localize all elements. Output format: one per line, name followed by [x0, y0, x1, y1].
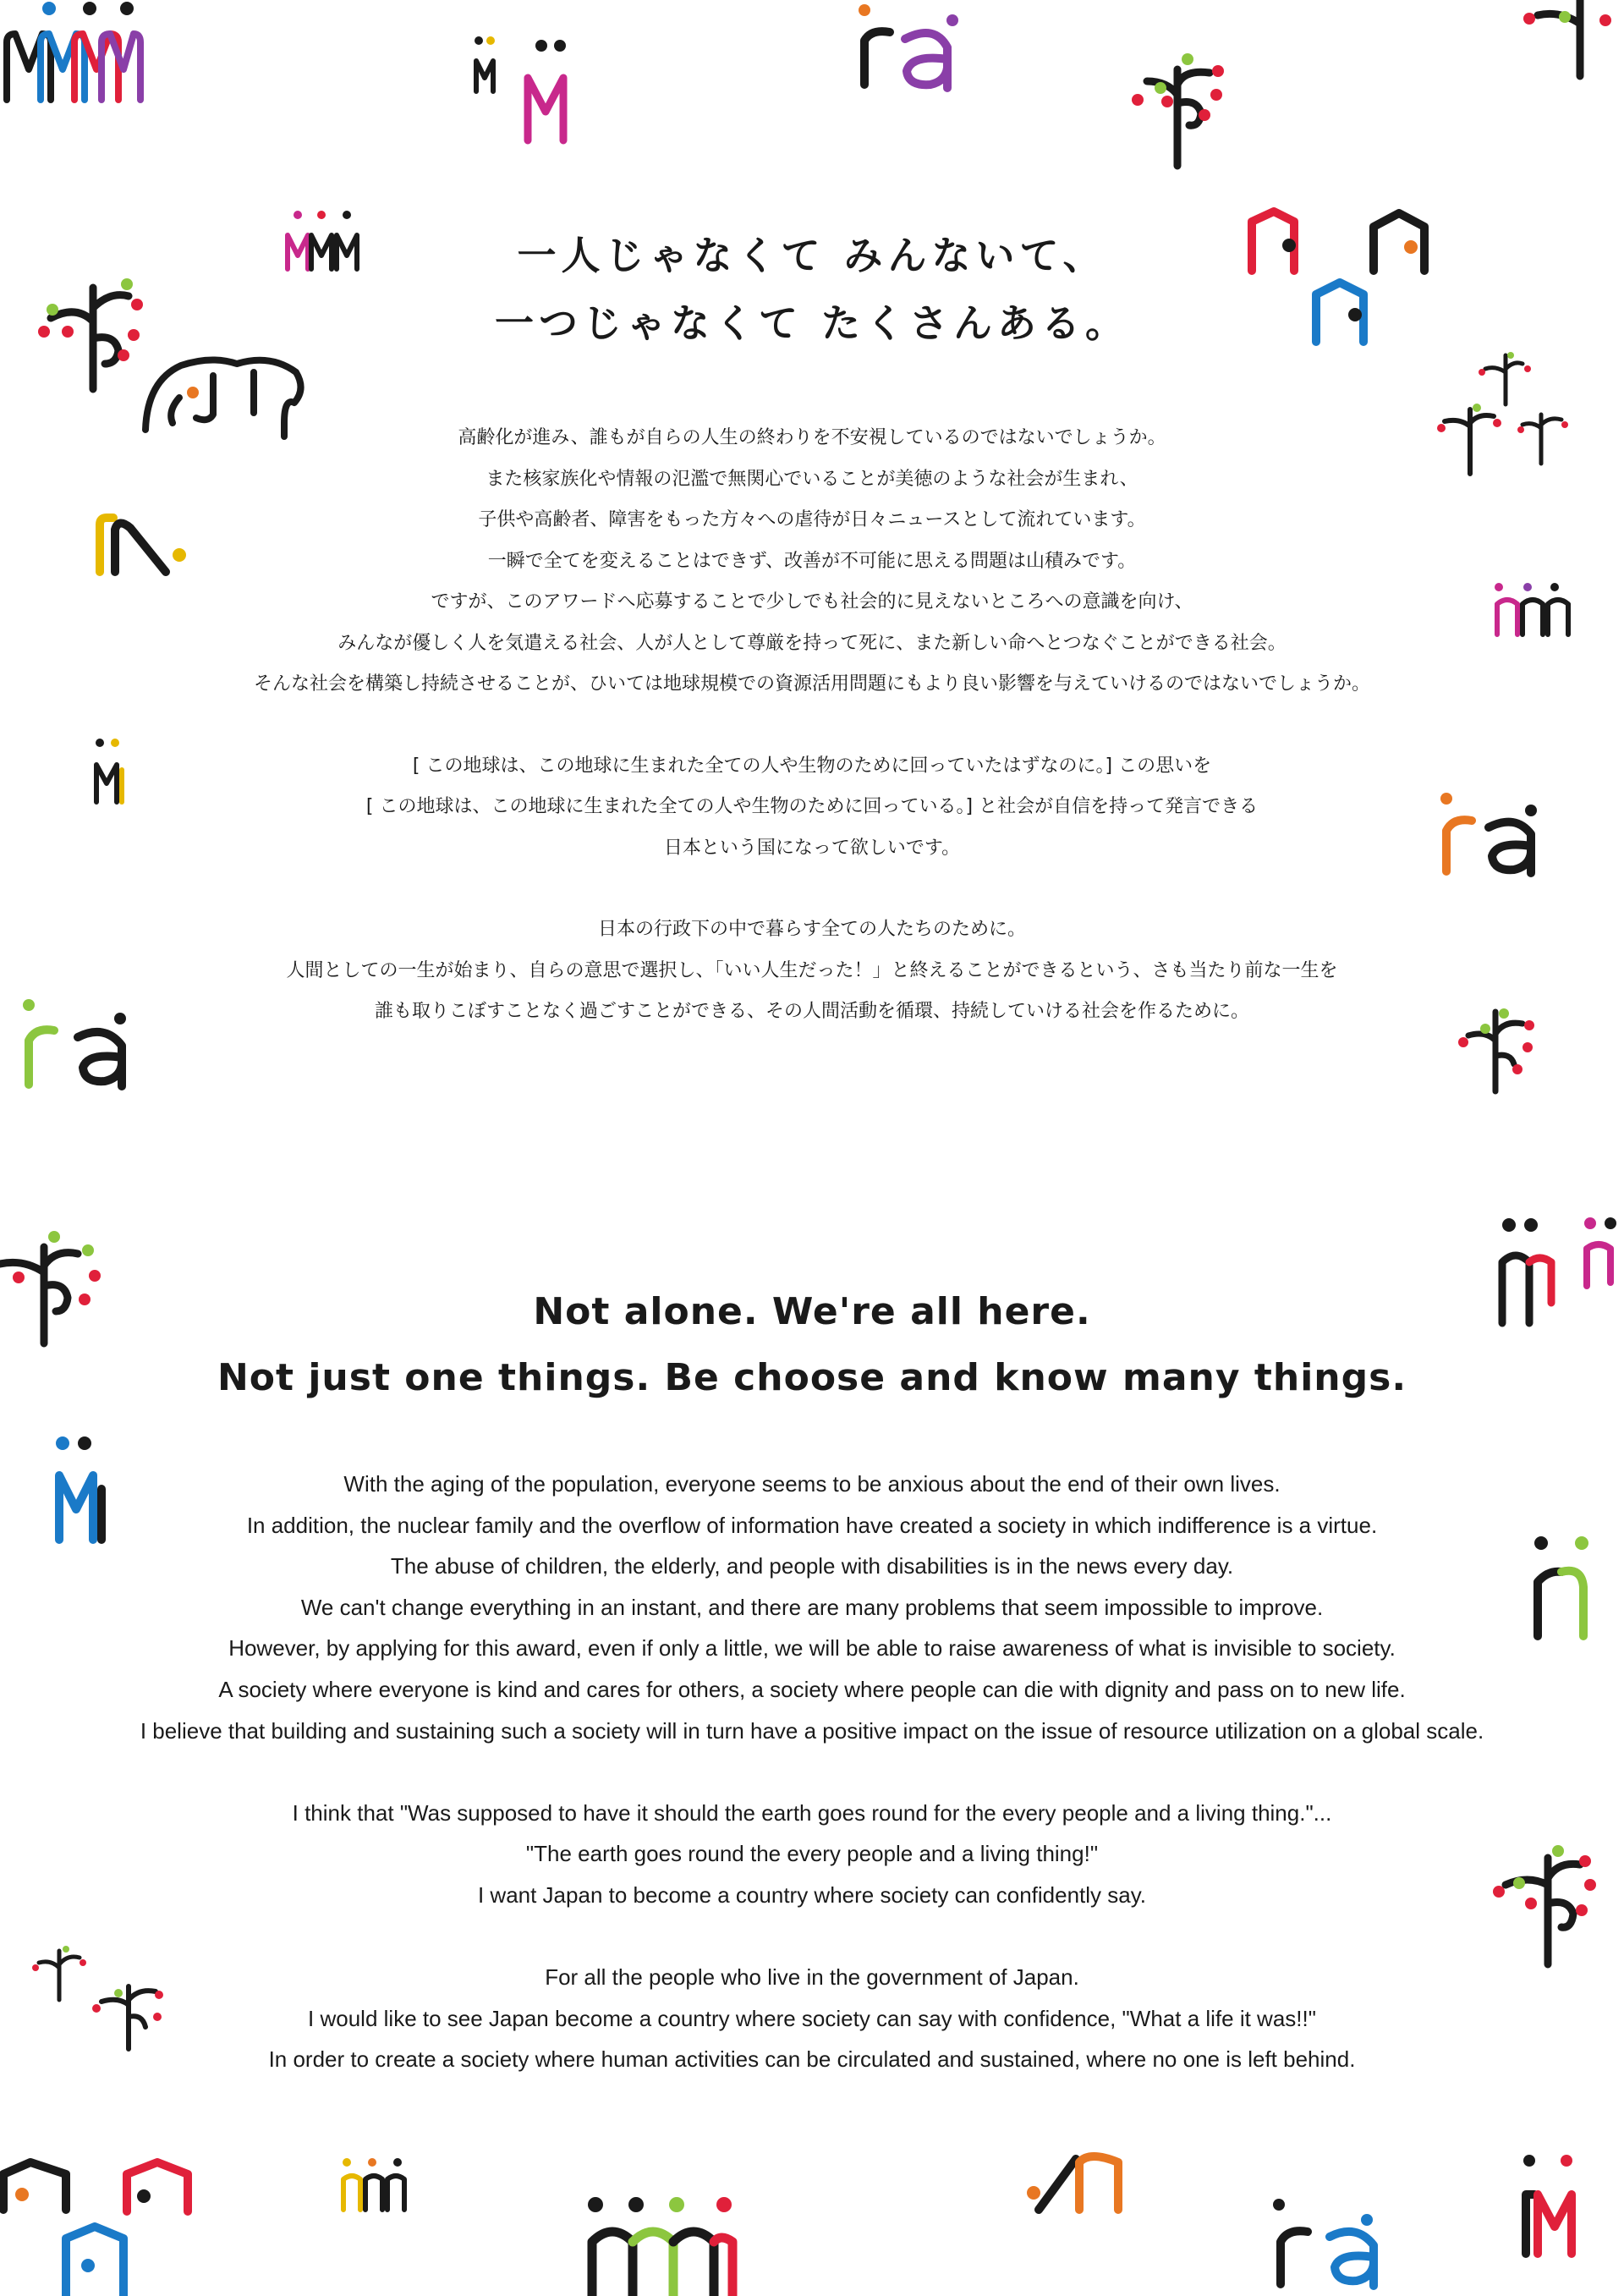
ra-logo-icon — [1273, 2199, 1374, 2286]
english-text-line: I want Japan to become a country where society can confidently say. — [477, 1881, 1147, 1908]
japanese-text-line: 人間としての一生が始まり、自らの意思で選択し、「いい人生だった！」と終えることができるという、さも当たり前な一生を — [286, 959, 1338, 981]
people-mark-icon — [475, 36, 566, 140]
english-text-line: In addition, the nuclear family and the overflow of information have created a society in which indifference is a virtue. — [246, 1512, 1378, 1538]
english-text-line: We can't change everything in an instant, and there are many problems that seem impossible to improve. — [300, 1594, 1324, 1620]
people-mark-icon — [1523, 2155, 1572, 2254]
japanese-title — [0, 222, 1624, 357]
japanese-text-line: 子供や高齢者、障害をもった方々への虐待が日々ニュースとして流れています。 — [478, 509, 1146, 530]
ra-logo-icon — [859, 4, 958, 88]
english-text-line: I would like to see Japan become a country where society can say with confidence, "What a life it was!!" — [308, 2005, 1316, 2031]
japanese-text-line: 高齢化が進み、誰もが自らの人生の終わりを不安視しているのではないでしょうか。 — [458, 427, 1166, 448]
english-text-line: "The earth goes round the every people and a living thing!" — [525, 1841, 1099, 1867]
english-title-line: Not alone. We're all here. — [533, 1290, 1091, 1333]
japanese-text-line: [ この地球は、この地球に生まれた全ての人や生物のために回っていたはずなのに。] この思いを — [412, 755, 1212, 777]
paragraph-gap — [0, 1916, 1624, 1958]
english-text-line: The abuse of children, the elderly, and people with disabilities is in the news every day. — [390, 1553, 1234, 1579]
english-text-line: With the aging of the population, everyone seems to be anxious about the end of their own lives. — [343, 1471, 1281, 1497]
japanese-text-line: 誰も取りこぼすことなく過ごすことができる、その人間活動を循環、持続していける社会を作るために。 — [374, 1001, 1249, 1022]
japanese-text-line: そんな社会を構築し持続させることが、ひいては地球規模での資源活用問題にもより良い影響を与えていけるのではないでしょうか。 — [253, 673, 1370, 695]
people-mark-icon — [343, 2158, 404, 2210]
japanese-title-line: 一人じゃなくて みんないて、 — [517, 233, 1107, 278]
english-text-line: I believe that building and sustaining such a society will in turn have a positive impact on the issue of resource utilization on a global scale. — [140, 1717, 1484, 1744]
japanese-text-line: また核家族化や情報の氾濫で無関心でいることが美徳のような社会が生まれ、 — [486, 468, 1138, 490]
japanese-text-line: 一瞬で全てを変えることはできず、改善が不可能に思える問題は山積みです。 — [487, 550, 1137, 572]
english-body — [0, 1464, 1624, 2080]
japanese-text-line: [ この地球は、この地球に生まれた全ての人や生物のために回っている。] と社会が自信を持って発言できる — [365, 796, 1259, 817]
tree-icon — [1523, 0, 1611, 76]
people-mark-icon — [588, 2197, 732, 2296]
english-title-line: Not just one things. Be choose and know many things. — [217, 1356, 1407, 1399]
paragraph-gap — [0, 706, 1624, 746]
japanese-text-line: 日本の行政下の中で暮らす全ての人たちのために。 — [597, 919, 1026, 940]
english-text-line: In order to create a society where human activities can be circulated and sustained, where no one is left behind. — [268, 2046, 1356, 2073]
people-mark-icon — [1027, 2156, 1118, 2210]
english-text-line: However, by applying for this award, even if only a little, we will be able to raise awareness of what is invisible to society. — [228, 1635, 1396, 1662]
house-icon — [3, 2162, 188, 2296]
tree-icon — [1132, 53, 1224, 166]
english-title — [0, 1279, 1624, 1411]
paragraph-gap — [0, 869, 1624, 909]
paragraph-gap — [0, 1751, 1624, 1793]
japanese-title-line: 一つじゃなくて たくさんある。 — [494, 300, 1129, 346]
japanese-text-line: 日本という国になって欲しいです。 — [663, 837, 961, 859]
japanese-text-line: ですが、このアワードへ応募することで少しでも社会的に見えないところへの意識を向け、 — [431, 591, 1193, 612]
japanese-body — [0, 418, 1624, 1033]
japanese-text-line: みんなが優しく人を気遣える社会、人が人として尊厳を持って死に、また新しい命へとつなぐことができる社会。 — [337, 632, 1287, 654]
people-mark-icon — [7, 2, 140, 100]
english-text-line: I think that "Was supposed to have it should the earth goes round for the every people and a living thing."... — [292, 1799, 1332, 1826]
english-text-line: For all the people who live in the government of Japan. — [545, 1964, 1079, 1991]
english-text-line: A society where everyone is kind and cares for others, a society where people can die with dignity and pass on to new life. — [218, 1676, 1406, 1702]
